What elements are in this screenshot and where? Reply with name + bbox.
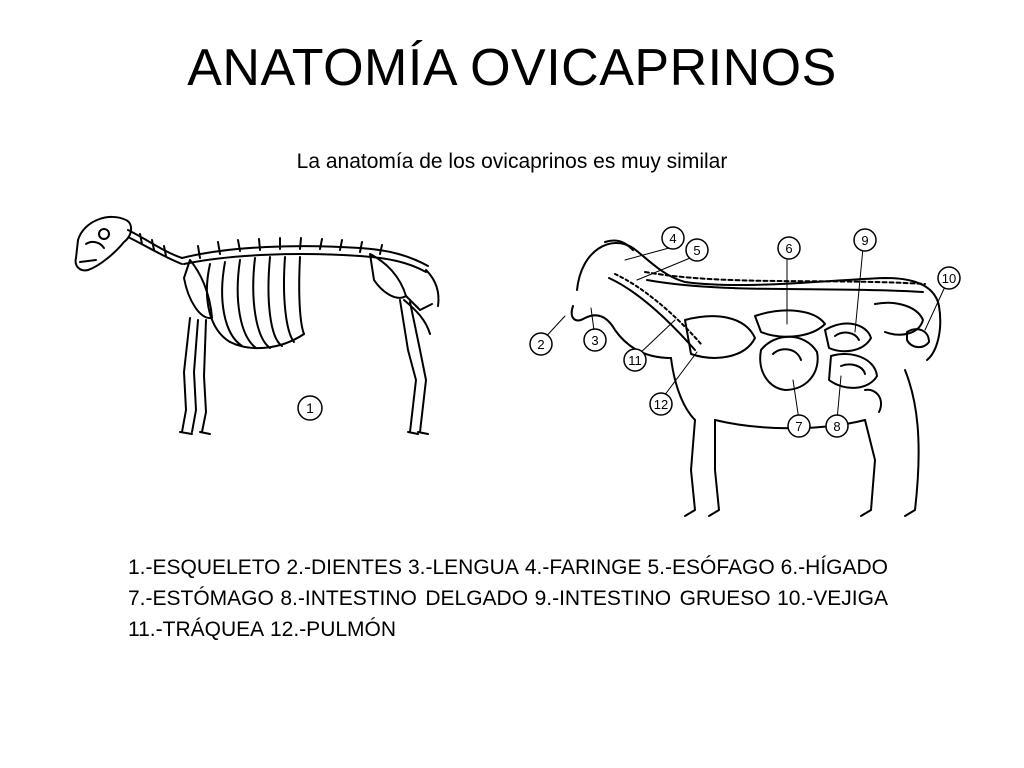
callout-label-7: 7: [795, 419, 803, 434]
skeleton-drawing: [76, 217, 439, 434]
legend-item: 11.-TRÁQUEA: [128, 618, 265, 641]
callout-label-12: 12: [653, 397, 669, 412]
legend-item: 8.-INTESTINO DELGADO: [280, 587, 529, 610]
legend: [128, 552, 888, 645]
legend-item: 7.-ESTÓMAGO: [128, 587, 274, 610]
organs-illustration: [525, 220, 975, 520]
callout-label-4: 4: [669, 231, 677, 246]
callout-label-10: 10: [941, 271, 957, 286]
legend-item: 3.-LENGUA: [407, 556, 519, 579]
callout-label-8: 8: [833, 419, 841, 434]
legend-item: 2.-DIENTES: [286, 556, 402, 579]
legend-item: 6.-HÍGADO: [780, 556, 889, 579]
legend-item: 12.-PULMÓN: [270, 618, 397, 641]
legend-item: 10.-VEJIGA: [777, 587, 888, 610]
callout-label-5: 5: [693, 243, 701, 258]
organs-drawing: [541, 240, 949, 516]
callout-label-9: 9: [861, 233, 869, 248]
skeleton-illustration: [60, 200, 460, 460]
slide-title: ANATOMÍA OVICAPRINOS: [187, 39, 837, 97]
callout-label-6: 6: [785, 241, 793, 256]
legend-item: 5.-ESÓFAGO: [647, 556, 775, 579]
callout-label-2: 2: [537, 337, 545, 352]
callout-label-11: 11: [628, 353, 642, 368]
legend-item: 9.-INTESTINO GRUESO: [534, 587, 771, 610]
legend-item: 1.-ESQUELETO: [128, 556, 281, 579]
slide-subtitle: La anatomía de los ovicaprinos es muy similar: [296, 150, 728, 173]
callout-label-1: 1: [306, 400, 314, 416]
legend-item: 4.-FARINGE: [524, 556, 642, 579]
callout-label-3: 3: [591, 333, 599, 348]
